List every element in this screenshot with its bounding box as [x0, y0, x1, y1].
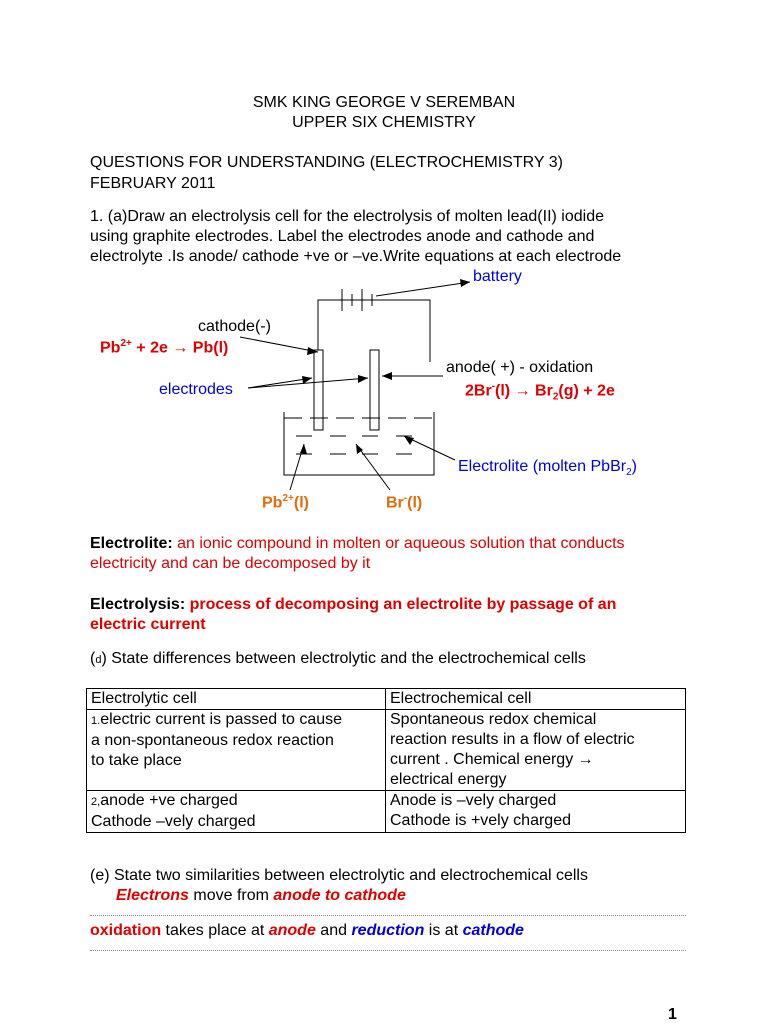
question-1-line-2: using graphite electrodes. Label the electrodes anode and cathode and — [90, 228, 595, 245]
table-header-row — [87, 689, 686, 710]
table-row — [87, 791, 686, 833]
cathode-equation: $Pb^{2+} + 2e \to Pb(l)$ — [100, 338, 229, 357]
battery-label: battery — [473, 268, 522, 285]
class-name: UPPER SIX CHEMISTRY — [292, 114, 476, 131]
table-header-cell: Electrolytic cell — [87, 689, 386, 710]
arrowhead — [382, 372, 392, 380]
table-row — [87, 710, 686, 791]
arrowhead — [300, 444, 307, 454]
beaker — [284, 412, 434, 475]
question-d: (d) State differences between electrolytic and the electrochemical cells — [90, 650, 586, 667]
answer-line — [90, 915, 686, 916]
anode-label: anode( +) - oxidation — [446, 359, 594, 376]
right-arrow-icon: → — [514, 382, 531, 400]
school-name: SMK KING GEORGE V SEREMBAN — [252, 94, 516, 111]
table-cell: 2,anode +ve charged Cathode –vely charged — [87, 791, 386, 833]
arrowhead — [358, 375, 368, 383]
anode-equation: $2Br^-(l) \to Br_2(g) + 2e$ — [465, 381, 615, 403]
page-number: 1 — [668, 1006, 677, 1023]
comparison-table — [86, 688, 686, 833]
arrowhead — [460, 279, 470, 287]
worksheet-title: QUESTIONS FOR UNDERSTANDING (ELECTROCHEMISTRY 3) — [90, 154, 563, 171]
answer-e-1: Electrons move from anode to cathode — [116, 887, 406, 904]
question-e: (e) State two similarities between electrolytic and electrochemical cells — [90, 867, 588, 884]
pb-ion-label: $Pb^{2+}(l)$ — [262, 493, 309, 512]
table-cell: Spontaneous redox chemical reaction results in a flow of electric current . Chemical energy → electrical energy — [386, 710, 686, 791]
cathode-label: cathode(-) — [198, 318, 271, 335]
cathode-arrow — [240, 337, 318, 352]
definition-electrolyte: Electrolite: an ionic compound in molten or aqueous solution that conducts electricity and can be decomposed by it — [90, 535, 625, 572]
battery-arrow — [376, 282, 470, 296]
answer-e-2: oxidation takes place at anode and reduction is at cathode — [90, 922, 524, 939]
question-1-line-3: electrolyte .Is anode/ cathode +ve or –ve.Write equations at each electrode — [90, 248, 622, 265]
electrolyte-label: Electrolite (molten PbBr$_2$) — [458, 458, 637, 479]
table-header-cell: Electrochemical cell — [386, 689, 686, 710]
worksheet-date: FEBRUARY 2011 — [90, 175, 216, 192]
definition-electrolysis: Electrolysis: process of decomposing an electrolite by passage of an electric current — [90, 596, 617, 633]
br-ion-label: Br-(l) — [386, 493, 423, 512]
table-cell: 1.electric current is passed to cause a non-spontaneous redox reaction to take place — [87, 710, 386, 791]
answer-line — [90, 950, 686, 951]
electrodes-label: electrodes — [159, 381, 233, 398]
arrowhead — [404, 436, 414, 445]
right-arrow-icon: → — [172, 339, 189, 357]
question-1-line-1: 1. (a)Draw an electrolysis cell for the electrolysis of molten lead(II) iodide — [90, 208, 604, 225]
table-cell: Anode is –vely charged Cathode is +vely charged — [386, 791, 686, 833]
